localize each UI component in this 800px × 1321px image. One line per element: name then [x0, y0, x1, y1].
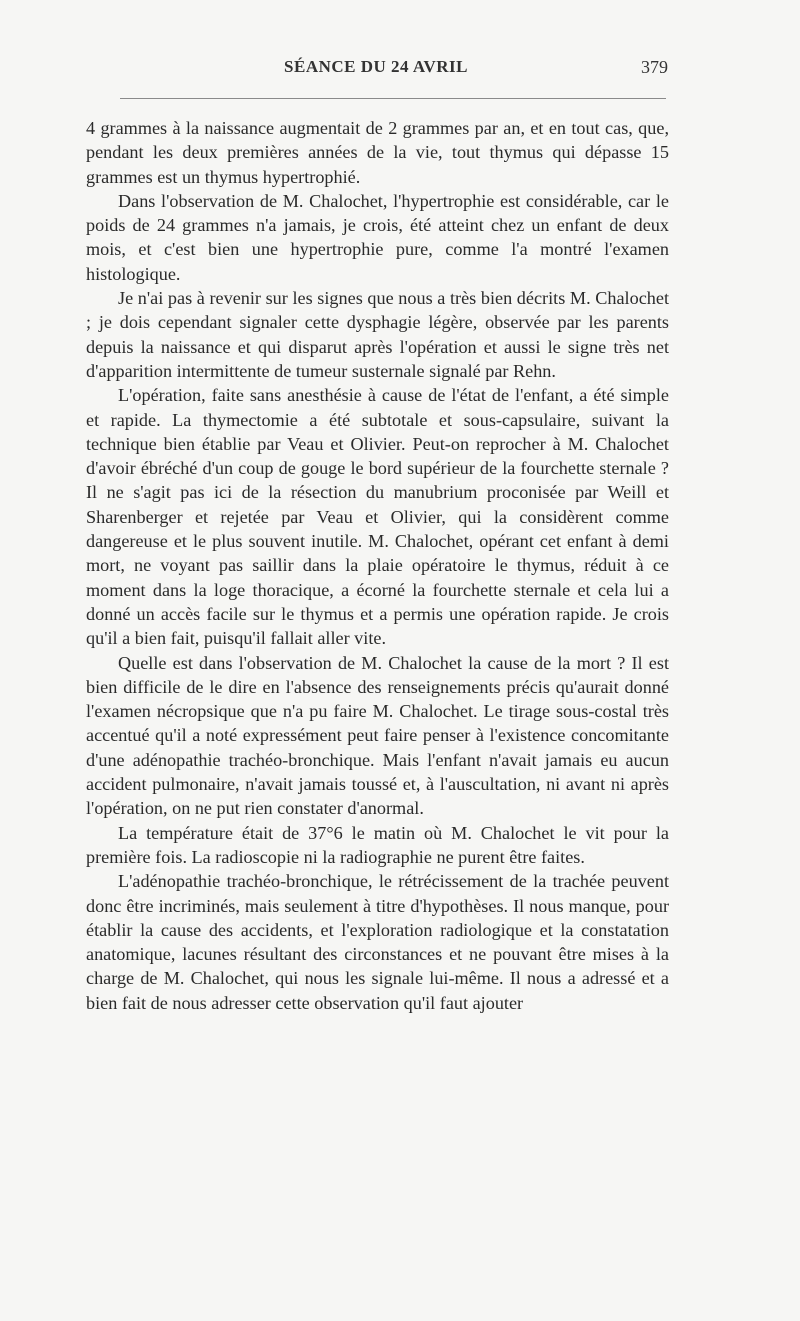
paragraph: Je n'ai pas à revenir sur les signes que nous a très bien décrits M. Chalochet ; je dois cependant signaler cette dysphagie légère, observée par les parents depuis la naissance et qui disparut après l'opération et aussi le signe très net d'apparition intermittente de tumeur susternale signalé par Rehn.	[86, 288, 669, 381]
paragraph: L'opération, faite sans anesthésie à cause de l'état de l'enfant, a été simple et rapide. La thymectomie a été subtotale et sous-capsulaire, suivant la technique bien établie par Veau et Olivier. Peut-on reprocher à M. Chalochet d'avoir ébréché d'un coup de gouge le bord supérieur de la fourchette sternale ? Il ne s'agit pas ici de la résection du manubrium proconisée par Weill et Sharenberger et rejetée par Veau et Olivier, qui la considèrent comme dangereuse et le plus souvent inutile. M. Chalochet, opérant cet enfant à demi mort, ne voyant pas saillir dans la plaie opératoire le thymus, réduit à ce moment dans la loge thoracique, a écorné la fourchette sternale et cela lui a donné un accès facile sur le thymus et a permis une opération rapide. Je crois qu'il a bien fait, puisqu'il fallait aller vite.	[86, 385, 669, 649]
body-text	[86, 116, 669, 1015]
paragraph: L'adénopathie trachéo-bronchique, le rétrécissement de la trachée peuvent donc être incriminés, mais seulement à titre d'hypothèses. Il nous manque, pour établir la cause des accidents, et l'exploration radiologique et la constatation anatomique, lacunes résultant des circonstances et ne pouvant être mises à la charge de M. Chalochet, qui nous les signale lui-même. Il nous a adressé et a bien fait de nous adresser cette observation qu'il faut ajouter	[86, 871, 669, 1013]
page-number: 379	[641, 57, 668, 77]
paragraph: Quelle est dans l'observation de M. Chalochet la cause de la mort ? Il est bien difficile de le dire en l'absence des renseignements précis qu'aurait donné l'examen nécropsique que n'a pu faire M. Chalochet. Le tirage sous-costal très accentué qu'il a noté expressément peut faire penser à l'existence concomitante d'une adénopathie trachéo-bronchique. Mais l'enfant n'avait jamais eu aucun accident pulmonaire, n'avait jamais toussé et, à l'auscultation, ni avant ni après l'opération, on ne put rien constater d'anormal.	[86, 652, 669, 819]
paragraph: Dans l'observation de M. Chalochet, l'hypertrophie est considérable, car le poids de 24 grammes n'a jamais, je crois, été atteint chez un enfant de deux mois, et c'est bien une hypertrophie pure, comme l'a montré l'examen histologique.	[86, 190, 669, 284]
paragraph: La température était de 37°6 le matin où M. Chalochet le vit pour la première fois. La radioscopie ni la radiographie ne purent être faites.	[86, 822, 669, 867]
paragraph-continuation: 4 grammes à la naissance augmentait de 2 grammes par an, et en tout cas, que, pendant les deux premières années de la vie, tout thymus qui dépasse 15 grammes est un thymus hypertrophié.	[86, 118, 669, 187]
header-rule	[120, 98, 666, 99]
page-header	[84, 57, 668, 87]
running-title: SÉANCE DU 24 AVRIL	[284, 57, 468, 76]
